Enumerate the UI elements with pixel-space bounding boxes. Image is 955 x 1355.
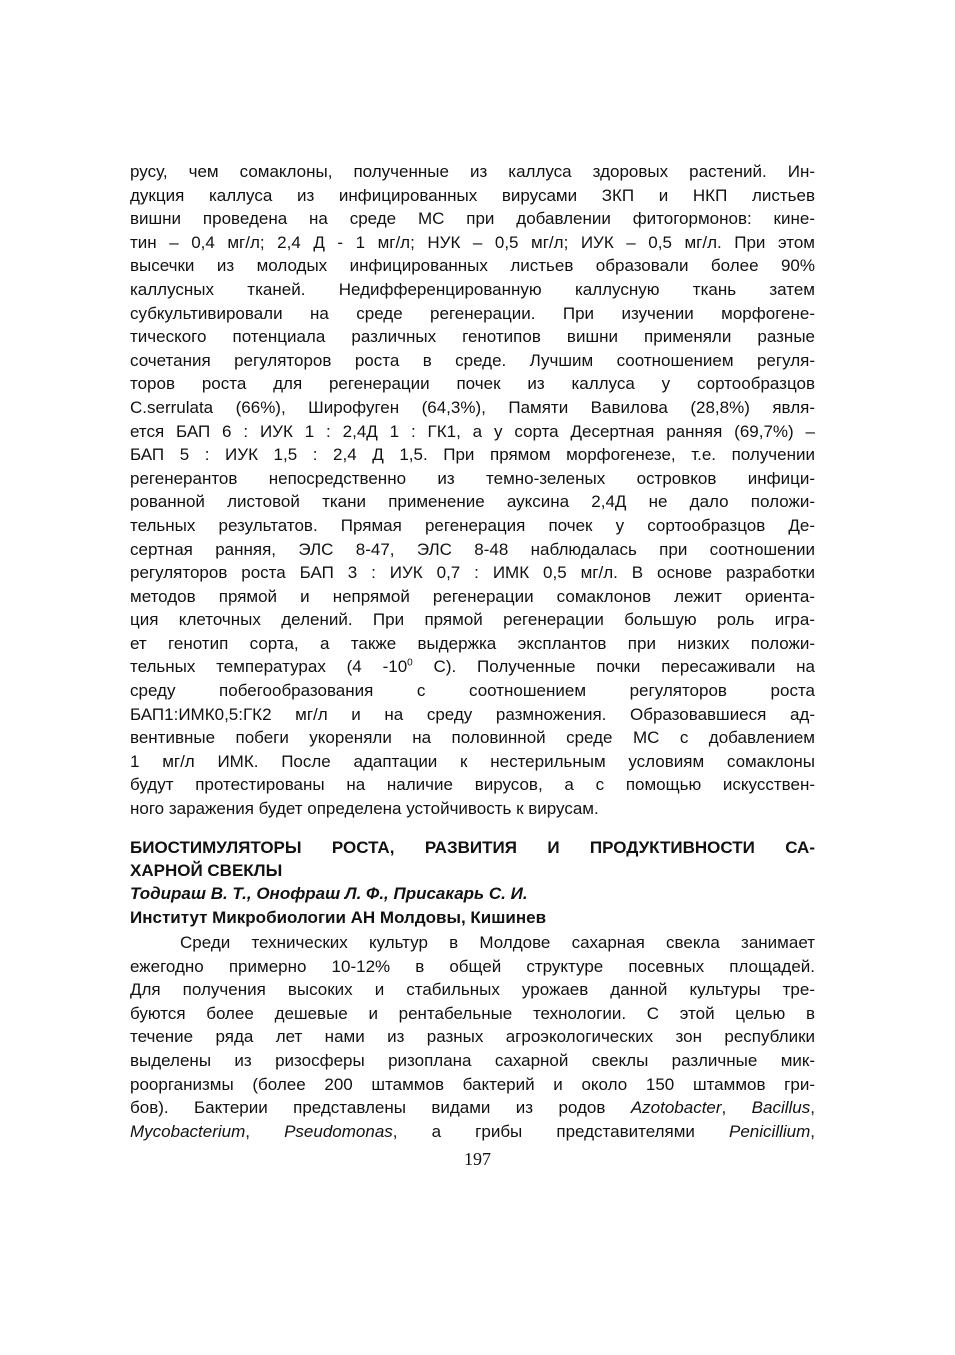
institute-line: Институт Микробиологии АН Молдовы, Кишинев (130, 908, 547, 927)
text-line: ежегодно примерно 10-12% в общей структуре посевных площадей. (130, 956, 815, 976)
genus-name: Penicillium (729, 1121, 811, 1141)
page-number: 197 (464, 1149, 491, 1169)
text-line: ция клеточных делений. При прямой регенерации большую роль игра- (130, 610, 815, 630)
text-line: дукция каллуса из инфицированных вирусами ЗКП и НКП листьев (130, 185, 815, 205)
text-line: роорганизмы (более 200 штаммов бактерий и около 150 штаммов гри- (130, 1074, 815, 1094)
text-line: тического потенциала различных генотипов вишни применяли разные (130, 327, 815, 347)
text-line: вишни проведена на среде МС при добавлении фитогормонов: кине- (130, 209, 815, 229)
text-line: буются более дешевые и рентабельные технологии. С этой целью в (130, 1003, 815, 1023)
text-line: сочетания регуляторов роста в среде. Лучшим соотношением регуля- (130, 350, 815, 370)
text-line: Среди технических культур в Молдове сахарная свекла занимает (180, 933, 815, 952)
authors-line: Тодираш В. Т., Онофраш Л. Ф., Присакарь С. И. (130, 884, 528, 903)
text-line: сертная ранняя, ЭЛС 8-47, ЭЛС 8-48 наблюдалась при соотношении (130, 539, 815, 559)
text-fragment: , (810, 1121, 815, 1141)
text-line: вентивные побеги укореняли на половинной среде МС с добавлением (130, 728, 815, 748)
text-fragment: бов). Бактерии представлены видами из родов (130, 1098, 631, 1118)
text-line: тельных результатов. Прямая регенерация почек у сортообразцов Де- (130, 515, 815, 535)
text-line: субкультивировали на среде регенерации. При изучении морфогене- (130, 303, 815, 323)
text-line: будут протестированы на наличие вирусов, а с помощью искусствен- (130, 775, 815, 795)
text-line: среду побегообразования с соотношением регуляторов роста (130, 681, 815, 701)
text-line-with-italics (130, 1120, 815, 1144)
text-line: Для получения высоких и стабильных урожаев данной культуры тре- (130, 980, 815, 1000)
text-line: высечки из молодых инфицированных листьев образовали более 90% (130, 256, 815, 276)
text-line: БАП1:ИМК0,5:ГК2 мг/л и на среду размножения. Образовавшиеся ад- (130, 704, 815, 724)
text-line: ного заражения будет определена устойчивость к вирусам. (130, 799, 599, 819)
text-line: регуляторов роста БАП 3 : ИУК 0,7 : ИМК 0,5 мг/л. В основе разработки (130, 563, 815, 583)
text-line: БАП 5 : ИУК 1,5 : 2,4 Д 1,5. При прямом морфогенезе, т.е. получении (130, 445, 815, 465)
text-line: C.serrulata (66%), Широфуген (64,3%), Памяти Вавилова (28,8%) явля- (130, 397, 815, 417)
section-heading (130, 836, 815, 882)
degree-superscript: 0 (407, 657, 413, 669)
text-fragment: тельных температурах (4 -10 (130, 657, 408, 677)
text-line: каллусных тканей. Недифференцированную каллусную ткань затем (130, 279, 815, 299)
text-line: выделены из ризосферы ризоплана сахарной свеклы различные мик- (130, 1050, 815, 1070)
text-line-with-superscript (130, 655, 815, 679)
heading-line: ХАРНОЙ СВЕКЛЫ (130, 861, 283, 880)
genus-name: Mycobacterium (130, 1121, 246, 1141)
text-line: рованной листовой ткани применение ауксина 2,4Д не дало положи- (130, 492, 815, 512)
text-line: регенерантов непосредственно из темно-зеленых островков инфици- (130, 468, 815, 488)
text-line: тин – 0,4 мг/л; 2,4 Д - 1 мг/л; НУК – 0,5 мг/л; ИУК – 0,5 мг/л. При этом (130, 232, 815, 252)
text-line: ет генотип сорта, а также выдержка эксплантов при низких положи- (130, 633, 815, 653)
text-line: 1 мг/л ИМК. После адаптации к нестерильным условиям сомаклоны (130, 751, 815, 771)
genus-name: Azotobacter (630, 1098, 722, 1118)
body-paragraph-2 (130, 931, 815, 1143)
text-fragment: , (810, 1098, 815, 1118)
genus-name: Bacillus (751, 1098, 811, 1118)
text-line: ется БАП 6 : ИУК 1 : 2,4Д 1 : ГК1, а у сорта Десертная ранняя (69,7%) – (130, 421, 815, 441)
text-fragment: , а грибы представителями (392, 1121, 730, 1141)
text-line: течение ряда лет нами из разных агроэкологических зон республики (130, 1027, 815, 1047)
text-line: торов роста для регенерации почек из каллуса у сортообразцов (130, 374, 815, 394)
genus-name: Pseudomonas (284, 1121, 393, 1141)
text-line-with-italics (130, 1096, 815, 1120)
text-fragment: С). Полученные почки пересаживали на (412, 657, 815, 677)
text-line: русу, чем сомаклоны, полученные из каллуса здоровых растений. Ин- (130, 162, 815, 181)
text-line: методов прямой и непрямой регенерации сомаклонов лежит ориента- (130, 586, 815, 606)
text-fragment: , (721, 1098, 752, 1118)
heading-line: БИОСТИМУЛЯТОРЫ РОСТА, РАЗВИТИЯ И ПРОДУКТИВНОСТИ СА- (130, 838, 815, 857)
text-fragment: , (245, 1121, 285, 1141)
body-paragraph-1 (130, 160, 815, 821)
